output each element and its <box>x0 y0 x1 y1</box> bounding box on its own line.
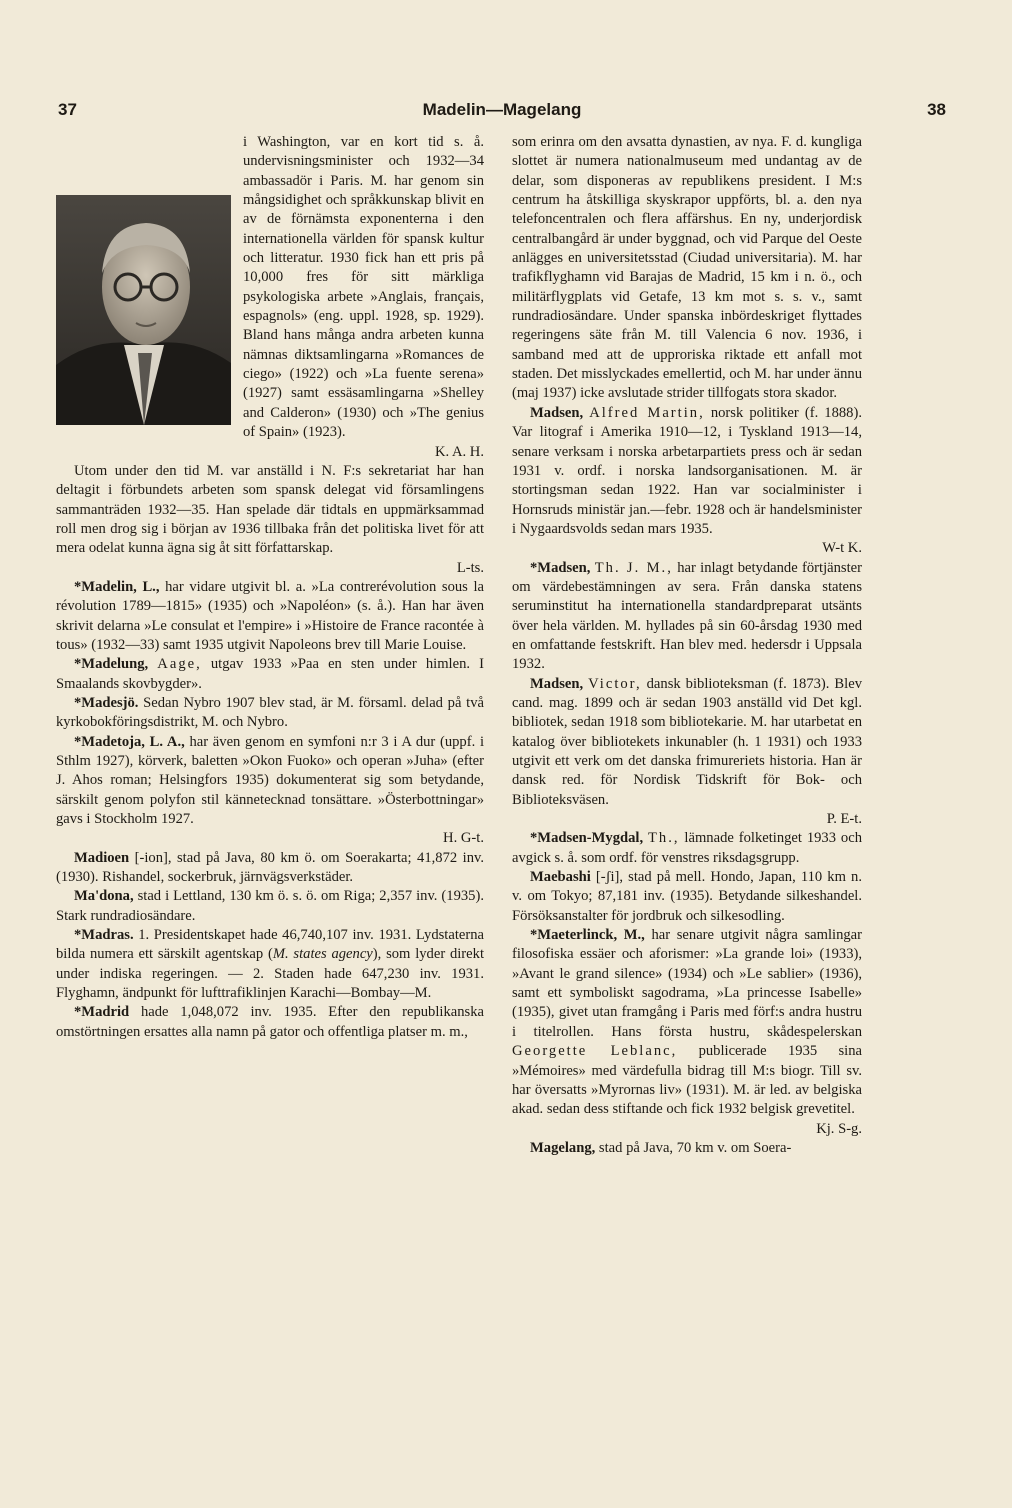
name-madsen-v: Victor, <box>588 675 642 692</box>
entry-madelung <box>56 655 484 694</box>
entry-madesjo-text: Sedan Nybro 1907 blev stad, är M. församl. delad på två kyrkobokföringsdistrikt, M. och Nybro. <box>56 694 484 731</box>
entry-madras-italic: M. states agency <box>272 946 373 963</box>
name-madelung: Aage, <box>157 656 202 673</box>
entry-madioen-text: [-ion], stad på Java, 80 km ö. om Soerakarta; 41,872 inv. (1930). Rishandel, sockerbruk, järnvägsverkstäder. <box>56 849 484 886</box>
entry-magelang <box>512 1139 862 1158</box>
madariaga-continuation: i Washington, var en kort tid s. å. undervisningsminister och 1932—34 ambassadör i Paris. M. har genom sin mångsidighet och språkkunskap blivit en av de förnämsta exponenterna i den internationella världen för spansk kultur och litteratur. 1930 fick han ett pris på 10,000 fres för sitt märkliga psykologiska arbete »Anglais, français, espagnols» (eng. uppl. 1928, sp. 1929). Bland hans många andra arbeten kunna nämnas diktsamlingarna »Romances de ciego» (1922) och »La fuente serena» (1927) samt essäsamlingarna »Shelley and Calderon» (1930) och »The genius of Spain» (1923). <box>243 134 484 441</box>
entry-madsen-tjm-text: har inlagt betydande förtjänster om värdebestämningen av sera. Från danska statens seruminstitut ha internationella standardpreparat utsänts över hela världen. M. hyllades på sin 60-årsdag 1930 med en omfattande festskrift. Han blev med. hedersdr i Uppsala 1932. <box>512 559 862 673</box>
entry-madelin <box>56 578 484 655</box>
entry-madras <box>56 926 484 1003</box>
headword-madsen-tjm: *Madsen, <box>530 559 591 576</box>
entry-madsen-victor <box>512 675 862 810</box>
headword-madetoja: *Madetoja, L. A., <box>74 733 185 750</box>
left-page-number: 37 <box>58 100 77 119</box>
headword-maeterlinck: *Maeterlinck, M., <box>530 927 645 944</box>
entry-madona <box>56 887 484 926</box>
running-title: Madelin—Magelang <box>422 100 582 119</box>
name-mygdal: Th., <box>648 830 680 847</box>
entry-maebashi <box>512 868 862 926</box>
headword-maebashi: Maebashi <box>530 869 591 886</box>
name-madsen-am: Alfred Martin, <box>589 404 705 421</box>
portrait-photo-icon <box>56 195 231 425</box>
signature-kjsg: Kj. S-g. <box>816 1120 862 1137</box>
headword-mygdal: *Madsen-Mygdal, <box>530 830 644 847</box>
headword-madras: *Madras. <box>74 927 134 944</box>
entry-magelang-text: stad på Java, 70 km v. om Soera- <box>598 1139 792 1156</box>
headword-madsen-am: Madsen, <box>530 404 584 421</box>
name-georgette-leblanc: Georgette Leblanc, <box>512 1043 678 1060</box>
entry-madsen-mygdal <box>512 829 862 868</box>
signature-lts: L-ts. <box>456 559 484 576</box>
entry-maebashi-text: [-ʃi], stad på mell. Hondo, Japan, 110 km n. v. om Tokyo; 87,181 inv. (1935). Betydande silkeshandel. Försöksanstalter för jordbruk och silkesodling. <box>512 869 862 924</box>
signature-pet: P. E-t. <box>826 811 862 828</box>
left-column <box>56 133 484 1042</box>
page-header <box>58 100 946 124</box>
entry-madsen-alfred-martin <box>512 404 862 539</box>
portrait-photo <box>56 195 231 425</box>
entry-madetoja <box>56 733 484 830</box>
right-column <box>512 133 862 1158</box>
entry-madelin-text: har vidare utgivit bl. a. »La contrerévolution sous la révolution 1789—1815» (1935) och »Napoléon» (s. å.). Han har även skrivit delarna »Le consulat et l'empire» i »Histoire de France racontée à tous» (1932—33) samt 1935 utgivit Napoleons brev till Marie Louise. <box>56 578 484 653</box>
headword-madelin: *Madelin, L., <box>74 578 160 595</box>
headword-madona: Ma'dona, <box>74 888 134 905</box>
signature-hgt: H. G-t. <box>443 830 484 847</box>
entry-madsen-am-text: norsk politiker (f. 1888). Var litograf i Amerika 1910—12, i Tyskland 1913—14, senare verksam i norska arbetarpartiets press och är sedan 1931 v. ordf. i norska landsorganisationen. M. är stortingsman sedan 1922. Han var socialminister i Hornsruds ministär jan.—febr. 1928 och är handelsminister i Nygaardsvolds sedan mars 1935. <box>512 404 862 537</box>
name-madsen-tjm: Th. J. M., <box>594 559 673 576</box>
headword-madelung: *Madelung, <box>74 656 149 673</box>
entry-maeterlinck <box>512 926 862 1119</box>
entry-madrid-text: hade 1,048,072 inv. 1935. Efter den republikanska omstörtningen ersattes alla namn på gator och offentliga platser m. m., <box>56 1004 484 1040</box>
madrid-continuation: som erinra om den avsatta dynastien, av nya. F. d. kungliga slottet är numera nationalmuseum med undantag av de delar, som disponeras av republikens president. I M:s centrum ha åtskilliga skyskrapor uppförts, bl. a. den nya telefoncentralen och flera affärshus. En ny, underjordisk centralbangård är under byggnad, och vid Parque del Oeste anlägges en universitetsstad (Ciudad universitaria). M. har trafikflyghamn vid Barajas de Madrid, 15 km i n. ö., och militärflygplats vid Getafe, 13 km mot s. s. v., samt rundradiosändare. Under spanska inbördeskriget flyttades regeringens säte från M. till Valencia 6 nov. 1936, i samband med att de upproriska riktade ett anfall mot staden. Det misslyckades emellertid, och M. har under ännu (maj 1937) icke avslutade strider tillfogats stora skador. <box>512 134 862 402</box>
entry-madras-text-2: ), som lyder direkt under indiska regeringen. — 2. Staden hade 647,230 inv. 1931. Flyghamn, ändpunkt för lufttrafiklinjen Karachi—Bombay—M. <box>56 946 485 1002</box>
signature-wtk: W-t K. <box>822 540 862 557</box>
entry-madetoja-text: har även genom en symfoni n:r 3 i A dur (uppf. i Sthlm 1927), körverk, baletten »Okon Fuoko» och operan »Juha» (efter J. Ahos roman; Helsingfors 1935) dokumenterat sig som betydande, särskilt genom polyfon stil kännetecknad tonsättare. »Österbottningar» gavs i Stockholm 1927. <box>56 733 484 828</box>
entry-madioen <box>56 849 484 888</box>
entry-madesjo <box>56 694 484 733</box>
entry-madrid <box>56 1003 484 1042</box>
entry-madsen-v-text: dansk biblioteksman (f. 1873). Blev cand. mag. 1899 och är sedan 1903 anställd vid Det kgl. bibliotek, sedan 1918 som bibliotekarie. M. har utarbetat en katalog över bibliotekets inkunabler (h. 1 1931) och 1933 utgivit ett verk om det danska frimureriets historia. Han är dansk red. för Nordisk Tidskrift för Bok- och Biblioteksväsen. <box>512 675 862 808</box>
entry-madelung-text: utgav 1933 »Paa en sten under himlen. I Smaalands skovbygder». <box>56 656 484 692</box>
headword-madesjo: *Madesjö. <box>74 694 139 711</box>
entry-madras-text-1: 1. Presidentskapet hade 46,740,107 inv. 1931. Lydstaterna bilda numera ett särskilt agentskap ( <box>56 927 484 963</box>
signature-kah: K. A. H. <box>434 443 484 460</box>
entry-madsen-th-j-m <box>512 559 862 675</box>
madariaga-addition: Utom under den tid M. var anställd i N. F:s sekretariat har han deltagit i förbundets arbeten som spansk delegat vid församlingens sammanträden 1932—35. Han spelade där tidtals en uppmärksammad roll men drog sig i början av 1936 tillbaka från det politiska livet för att mera odelat kunna ägna sig åt sitt författarskap. <box>56 462 484 557</box>
right-page-number: 38 <box>927 100 946 119</box>
entry-maeterlinck-text-2: publicerade 1935 sina »Mémoires» med värdefulla bidrag till M:s biogr. Till sv. har översatts »Myrornas liv» (1931). M. är led. av belgiska akad. sedan dess stiftande och fick 1932 belgisk grevetitel. <box>512 1043 862 1118</box>
entry-madona-text: stad i Lettland, 130 km ö. s. ö. om Riga; 2,357 inv. (1935). Stark rundradiosändare. <box>56 888 484 924</box>
headword-madrid: *Madrid <box>74 1004 130 1021</box>
entry-mygdal-text: lämnade folketinget 1933 och avgick s. å. som ordf. för venstres riksdagsgrupp. <box>512 830 862 866</box>
headword-madsen-v: Madsen, <box>530 675 584 692</box>
headword-magelang: Magelang, <box>530 1139 596 1156</box>
entry-maeterlinck-text-1: har senare utgivit några samlingar filosofiska essäer och aforismer: »La grande loi» (1933), »Avant le grand silence» (1934) och »Le sablier» (1936), samt ett symboliskt sagodrama, »La princesse Isabelle» (1935), givet utan framgång i Paris med förf:s andra hustru i titelrollen. Hans första hustru, skådespelerskan <box>512 927 862 1040</box>
headword-madioen: Madioen <box>74 849 130 866</box>
